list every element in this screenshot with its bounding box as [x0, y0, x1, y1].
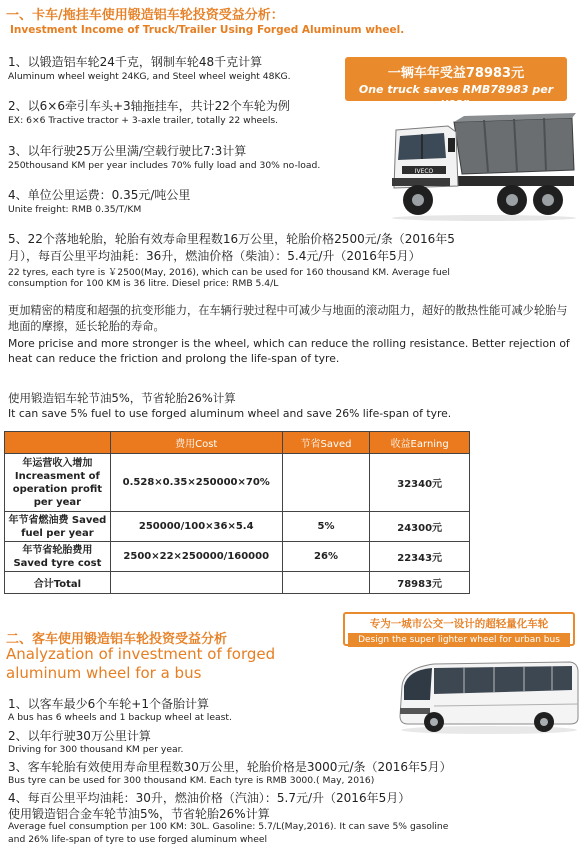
truck-savings-badge: [345, 57, 567, 109]
row-label-en: Saved tyre cost: [13, 557, 102, 569]
truck-paragraph-cn: 更加精密的精度和超强的抗变形能力，在车辆行驶过程中可减少与地面的滚动阻力，超好的散热性能可减少轮胎与地面的摩擦，延长轮胎的寿命。: [8, 304, 568, 333]
bus-item-5-en-1: Average fuel consumption per 100 KM: 30L. Gasoline: 5.7/L(May,2016). It can save 5% gasoline: [8, 821, 449, 832]
bus-section-title: 二、客车使用锻造铝车轮投资受益分析: [6, 632, 228, 647]
truck-paragraph-en: More pricise and more stronger is the wheel, which can reduce the rolling resistance. Better rejection of heat can reduce the friction and prolong the life-span of tyre.: [8, 337, 570, 365]
investment-table: [4, 431, 470, 594]
table-header-saved: 节省Saved: [282, 432, 370, 454]
bus-design-badge: [343, 612, 575, 646]
table-cell-cost: 250000/100×36×5.4: [110, 512, 282, 542]
bus-section-subtitle-2: aluminum wheel for a bus: [6, 664, 202, 682]
bus-item-3-en: Bus tyre can be used for 300 thousand KM. Each tyre is RMB 3000.( May, 2016): [8, 775, 375, 786]
truck-item-3-cn: 3、以年行驶25万公里满/空载行驶比7:3计算: [8, 144, 247, 158]
bus-item-1-cn: 1、以客车最少6个车轮+1个备胎计算: [8, 697, 209, 711]
table-header-blank: [5, 432, 111, 454]
truck-badge-cn: 一辆车年受益78983元: [387, 66, 525, 81]
truck-item-5-en-2: consumption for 100 KM is 36 litre. Diesel price: RMB 5.4/L: [8, 278, 279, 289]
bus-item-5-cn: 使用锻造铝合金车轮节油5%，节省轮胎26%计算: [8, 807, 270, 821]
bus-item-1-en: A bus has 6 wheels and 1 backup wheel at least.: [8, 712, 232, 723]
table-cell-earning: 22343元: [370, 542, 470, 572]
table-row-total: [5, 572, 470, 594]
truck-item-1-cn: 1、以锻造铝车轮24千克，钢制车轮48千克计算: [8, 55, 263, 69]
bus-section-subtitle-1: Analyzation of investment of forged: [6, 645, 276, 663]
bus-badge-en: Design the super lighter wheel for urban bus: [348, 633, 570, 647]
bus-image: [394, 656, 580, 736]
bus-item-3-cn: 3、客车轮胎有效使用寿命里程数30万公里，轮胎价格是3000元/条（2016年5月）: [8, 760, 452, 774]
truck-item-5-cn-1: 5、22个落地轮胎，轮胎有效寿命里程数16万公里，轮胎价格2500元/条（2016年5: [8, 232, 455, 246]
table-cell-cost: [110, 572, 282, 594]
row-label-cn: 年运营收入增加: [22, 457, 93, 469]
table-row: [5, 454, 470, 512]
truck-item-4-cn: 4、单位公里运费：0.35元/吨公里: [8, 188, 191, 202]
row-label-cn: 年节省燃油费 Saved: [8, 514, 107, 526]
svg-text:IVECO: IVECO: [414, 168, 434, 175]
bus-item-2-en: Driving for 300 thousand KM per year.: [8, 744, 184, 755]
truck-item-5-cn-2: 月），每百公里平均油耗：36升，燃油价格（柴油）：5.4元/升（2016年5月）: [8, 249, 421, 263]
truck-fuel-cn: 使用锻造铝车轮节油5%，节省轮胎26%计算: [8, 391, 236, 405]
truck-item-2-en: EX: 6×6 Tractive tractor + 3-axle trailer, totally 22 wheels.: [8, 115, 279, 126]
table-cell-earning: 24300元: [370, 512, 470, 542]
bus-item-2-cn: 2、以年行驶30万公里计算: [8, 729, 151, 743]
table-header-row: [5, 432, 470, 454]
truck-fuel-en: It can save 5% fuel to use forged aluminum wheel and save 26% life-span of tyre.: [8, 407, 452, 420]
table-row-label: [5, 542, 111, 572]
table-header-cost: 费用Cost: [110, 432, 282, 454]
table-cell-saved: 5%: [282, 512, 370, 542]
truck-item-5-en-1: 22 tyres, each tyre is ￥2500(May, 2016), which can be used for 160 thousand KM. Average fuel: [8, 267, 450, 278]
truck-item-2-cn: 2、以6×6牵引车头+3轴拖挂车，共计22个车轮为例: [8, 99, 290, 113]
row-label-cn: 年节省轮胎费用: [22, 544, 93, 556]
table-cell-cost: 0.528×0.35×250000×70%: [110, 454, 282, 512]
truck-section-subtitle: Investment Income of Truck/Trailer Using Forged Aluminum wheel.: [10, 24, 405, 36]
table-cell-earning: 32340元: [370, 454, 470, 512]
bus-badge-cn: 专为一城市公交一设计的超轻量化车轮: [369, 618, 549, 630]
table-row: [5, 542, 470, 572]
truck-badge-en: One truck saves RMB78983 per year.: [358, 83, 554, 109]
truck-item-1-en: Aluminum wheel weight 24KG, and Steel wheel weight 48KG.: [8, 71, 291, 82]
table-row: [5, 512, 470, 542]
truck-item-4-en: Unite freight: RMB 0.35/T/KM: [8, 204, 142, 215]
table-cell-saved: [282, 454, 370, 512]
bus-item-4-cn: 4、每百公里平均油耗：30升，燃油价格（汽油）：5.7元/升（2016年5月）: [8, 791, 411, 805]
truck-section-title: 一、卡车/拖挂车使用锻造铝车轮投资受益分析：: [6, 8, 284, 23]
table-total-label: 合计Total: [5, 572, 111, 594]
table-cell-saved: 26%: [282, 542, 370, 572]
dump-truck-image: [384, 108, 580, 222]
row-label-en: fuel per year: [21, 527, 94, 539]
bus-item-5-en-2: and 26% life-span of tyre to use forged aluminum wheel: [8, 834, 268, 845]
table-total-earning: 78983元: [370, 572, 470, 594]
table-row-label: [5, 512, 111, 542]
table-cell-cost: 2500×22×250000/160000: [110, 542, 282, 572]
table-row-label: [5, 454, 111, 512]
truck-item-3-en: 250thousand KM per year includes 70% fully load and 30% no-load.: [8, 160, 321, 171]
table-cell-saved: [282, 572, 370, 594]
row-label-en: Increasment of operation profit per year: [12, 470, 103, 508]
table-header-earning: 收益Earning: [370, 432, 470, 454]
